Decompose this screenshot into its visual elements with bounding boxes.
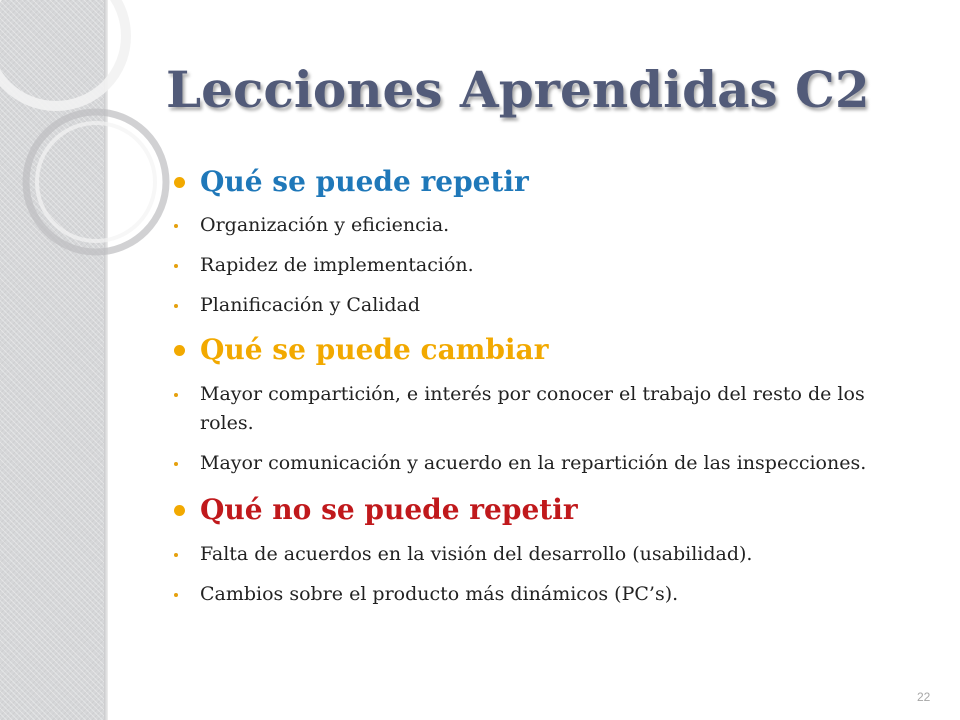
list-item: [170, 580, 890, 609]
list-item: [170, 449, 890, 478]
section-heading: [170, 160, 890, 204]
item-text: Falta de acuerdos en la visión del desarrollo (usabilidad).: [200, 543, 753, 565]
bullet-icon: [174, 553, 178, 557]
item-text: Cambios sobre el producto más dinámicos (PC’s).: [200, 583, 679, 605]
section-no-repeat: [170, 488, 890, 609]
slide-title: Lecciones Aprendidas C2: [166, 60, 870, 119]
item-text: Mayor comunicación y acuerdo en la repartición de las inspecciones.: [200, 452, 867, 474]
bullet-icon: [174, 264, 178, 268]
list-item: [170, 251, 890, 280]
bullet-icon: [174, 177, 185, 188]
bullet-icon: [174, 304, 178, 308]
item-text: Rapidez de implementación.: [200, 254, 474, 276]
list-item: [170, 291, 890, 320]
list-item: [170, 540, 890, 569]
bullet-icon: [174, 224, 178, 228]
bullet-icon: [174, 593, 178, 597]
heading-text: Qué se puede repetir: [200, 165, 529, 198]
bullet-icon: [174, 393, 178, 397]
item-text: Planificación y Calidad: [200, 294, 421, 316]
bullet-icon: [174, 505, 185, 516]
section-heading: [170, 488, 890, 532]
slide-content: [170, 160, 890, 609]
page-number: 22: [917, 690, 931, 704]
section-heading: [170, 328, 890, 372]
bullet-icon: [174, 462, 178, 466]
list-item: [170, 380, 890, 438]
list-item: [170, 211, 890, 240]
section-repeat: [170, 160, 890, 320]
heading-text: Qué no se puede repetir: [200, 493, 578, 526]
section-change: [170, 328, 890, 478]
heading-text: Qué se puede cambiar: [200, 333, 549, 366]
bullet-icon: [174, 345, 185, 356]
item-text: Organización y eficiencia.: [200, 214, 450, 236]
item-text: Mayor compartición, e interés por conocer el trabajo del resto de los roles.: [200, 383, 865, 434]
